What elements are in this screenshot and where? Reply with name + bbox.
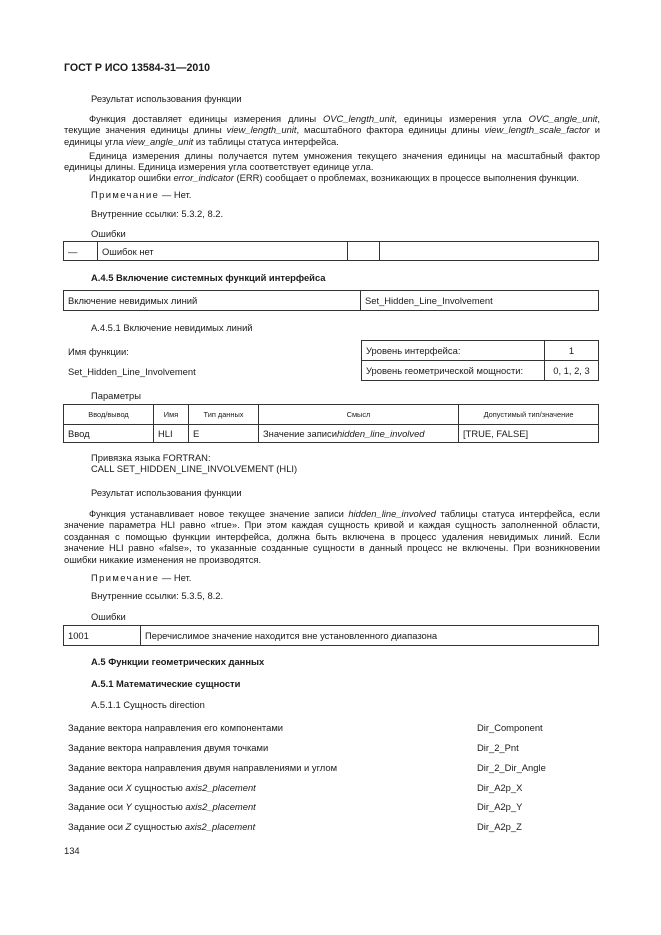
param-io: Ввод (68, 428, 90, 439)
errors-table (63, 625, 599, 646)
error-text-cell: Перечислимое значение находится вне установленного диапазона (140, 626, 598, 645)
document-header: ГОСТ Р ИСО 13584-31—2010 (64, 62, 211, 74)
result-label: Результат использования функции (91, 93, 242, 104)
subsection-heading-a451: А.4.5.1 Включение невидимых линий (91, 322, 253, 333)
param-allowed: [TRUE, FALSE] (458, 425, 598, 442)
function-code: Dir_2_Pnt (477, 742, 519, 753)
param-meaning: Значение записи hidden_line_involved (258, 425, 458, 442)
params-header-meaning: Смысл (258, 405, 458, 424)
errors-table (63, 241, 599, 261)
param-name: HLI (153, 425, 188, 442)
geometry-level-value: 0, 1, 2, 3 (544, 361, 598, 380)
function-code: Dir_A2p_Z (477, 821, 522, 832)
list-item: Задание вектора направления двумя направлениями и углом (68, 762, 338, 773)
function-code: Dir_2_Dir_Angle (477, 762, 546, 773)
params-header-name: Имя (153, 405, 188, 424)
params-header-allowed: Допустимый тип/значение (458, 405, 598, 424)
result-label: Результат использования функции (91, 487, 242, 498)
list-item: Задание оси Z сущностью axis2_placement (68, 821, 256, 832)
list-item: Задание оси Y сущностью axis2_placement (68, 801, 256, 812)
page-number: 134 (64, 845, 80, 856)
list-item: Задание вектора направления его компонентами (68, 722, 284, 733)
param-type: E (188, 425, 258, 442)
empty-cell (347, 242, 379, 260)
function-name: Set_Hidden_Line_Involvement (68, 366, 196, 377)
error-code-cell: 1001 (68, 630, 89, 641)
params-header-type: Тип данных (188, 405, 258, 424)
errors-label: Ошибки (91, 228, 126, 239)
note: Примечание — Нет. (91, 189, 192, 200)
paragraph-length-unit: Единица измерения длины получается путем умножения текущего значения единицы на масштабный фактор единицы длины. Единица измерения угла соответствует единице угла. (64, 150, 600, 173)
section-heading-a51: А.5.1 Математические сущности (91, 678, 241, 689)
errors-label: Ошибки (91, 611, 126, 622)
geometry-level-label: Уровень геометрической мощности: (366, 365, 524, 376)
function-name-label: Имя функции: (68, 346, 129, 357)
function-code: Dir_A2p_Y (477, 801, 523, 812)
interface-level-label: Уровень интерфейса: (366, 345, 461, 356)
function-code: Dir_A2p_X (477, 782, 523, 793)
function-box (63, 290, 599, 311)
paragraph-hli-description: Функция устанавливает новое текущее значение записи hidden_line_involved таблицы статуса интерфейса, если значение параметра HLI равно «true». При этом каждая сущность кривой и каждая сущность заполненной области, созданная с помощью функции интерфейса, должна быть включена в процесс удаления невидимых линий. Если значение HLI равно «false», то указанные созданные сущности в данный процесс не включены. При возникновении ошибки никакие изменения не производятся. (64, 508, 600, 565)
error-text-cell: Ошибок нет (97, 242, 347, 260)
list-item: Задание вектора направления двумя точками (68, 742, 269, 753)
internal-refs: Внутренние ссылки: 5.3.2, 8.2. (91, 208, 224, 219)
params-header-io: Ввод/вывод (88, 410, 129, 419)
section-heading-a5: А.5 Функции геометрических данных (91, 656, 265, 667)
subsection-heading-a511: А.5.1.1 Сущность direction (91, 699, 205, 710)
note: Примечание — Нет. (91, 572, 192, 583)
parameters-table (63, 404, 599, 443)
fortran-call: CALL SET_HIDDEN_LINE_INVOLVEMENT (HLI) (91, 463, 298, 474)
interface-level-value: 1 (544, 341, 598, 360)
level-table (361, 340, 599, 381)
list-item: Задание оси X сущностью axis2_placement (68, 782, 256, 793)
function-box-left: Включение невидимых линий (68, 295, 198, 306)
paragraph-error-indicator: Индикатор ошибки error_indicator (ERR) сообщает о проблемах, возникающих в процессе выполнения функции. (89, 172, 580, 183)
internal-refs: Внутренние ссылки: 5.3.5, 8.2. (91, 590, 224, 601)
error-code-cell: — (68, 245, 78, 257)
section-heading-a45: А.4.5 Включение системных функций интерфейса (91, 272, 326, 283)
parameters-label: Параметры (91, 390, 141, 401)
empty-cell (379, 242, 598, 260)
function-box-right: Set_Hidden_Line_Involvement (360, 291, 598, 310)
fortran-binding-label: Привязка языка FORTRAN: (91, 452, 211, 463)
function-code: Dir_Component (477, 722, 543, 733)
paragraph-function-description: Функция доставляет единицы измерения длины OVC_length_unit, единицы измерения угла OVC_angle_unit, текущие значения единицы длины view_length_unit, масштабного фактора единицы длины view_length_scale_factor и единицы угла view_angle_unit из таблицы статуса интерфейса. (64, 113, 600, 147)
